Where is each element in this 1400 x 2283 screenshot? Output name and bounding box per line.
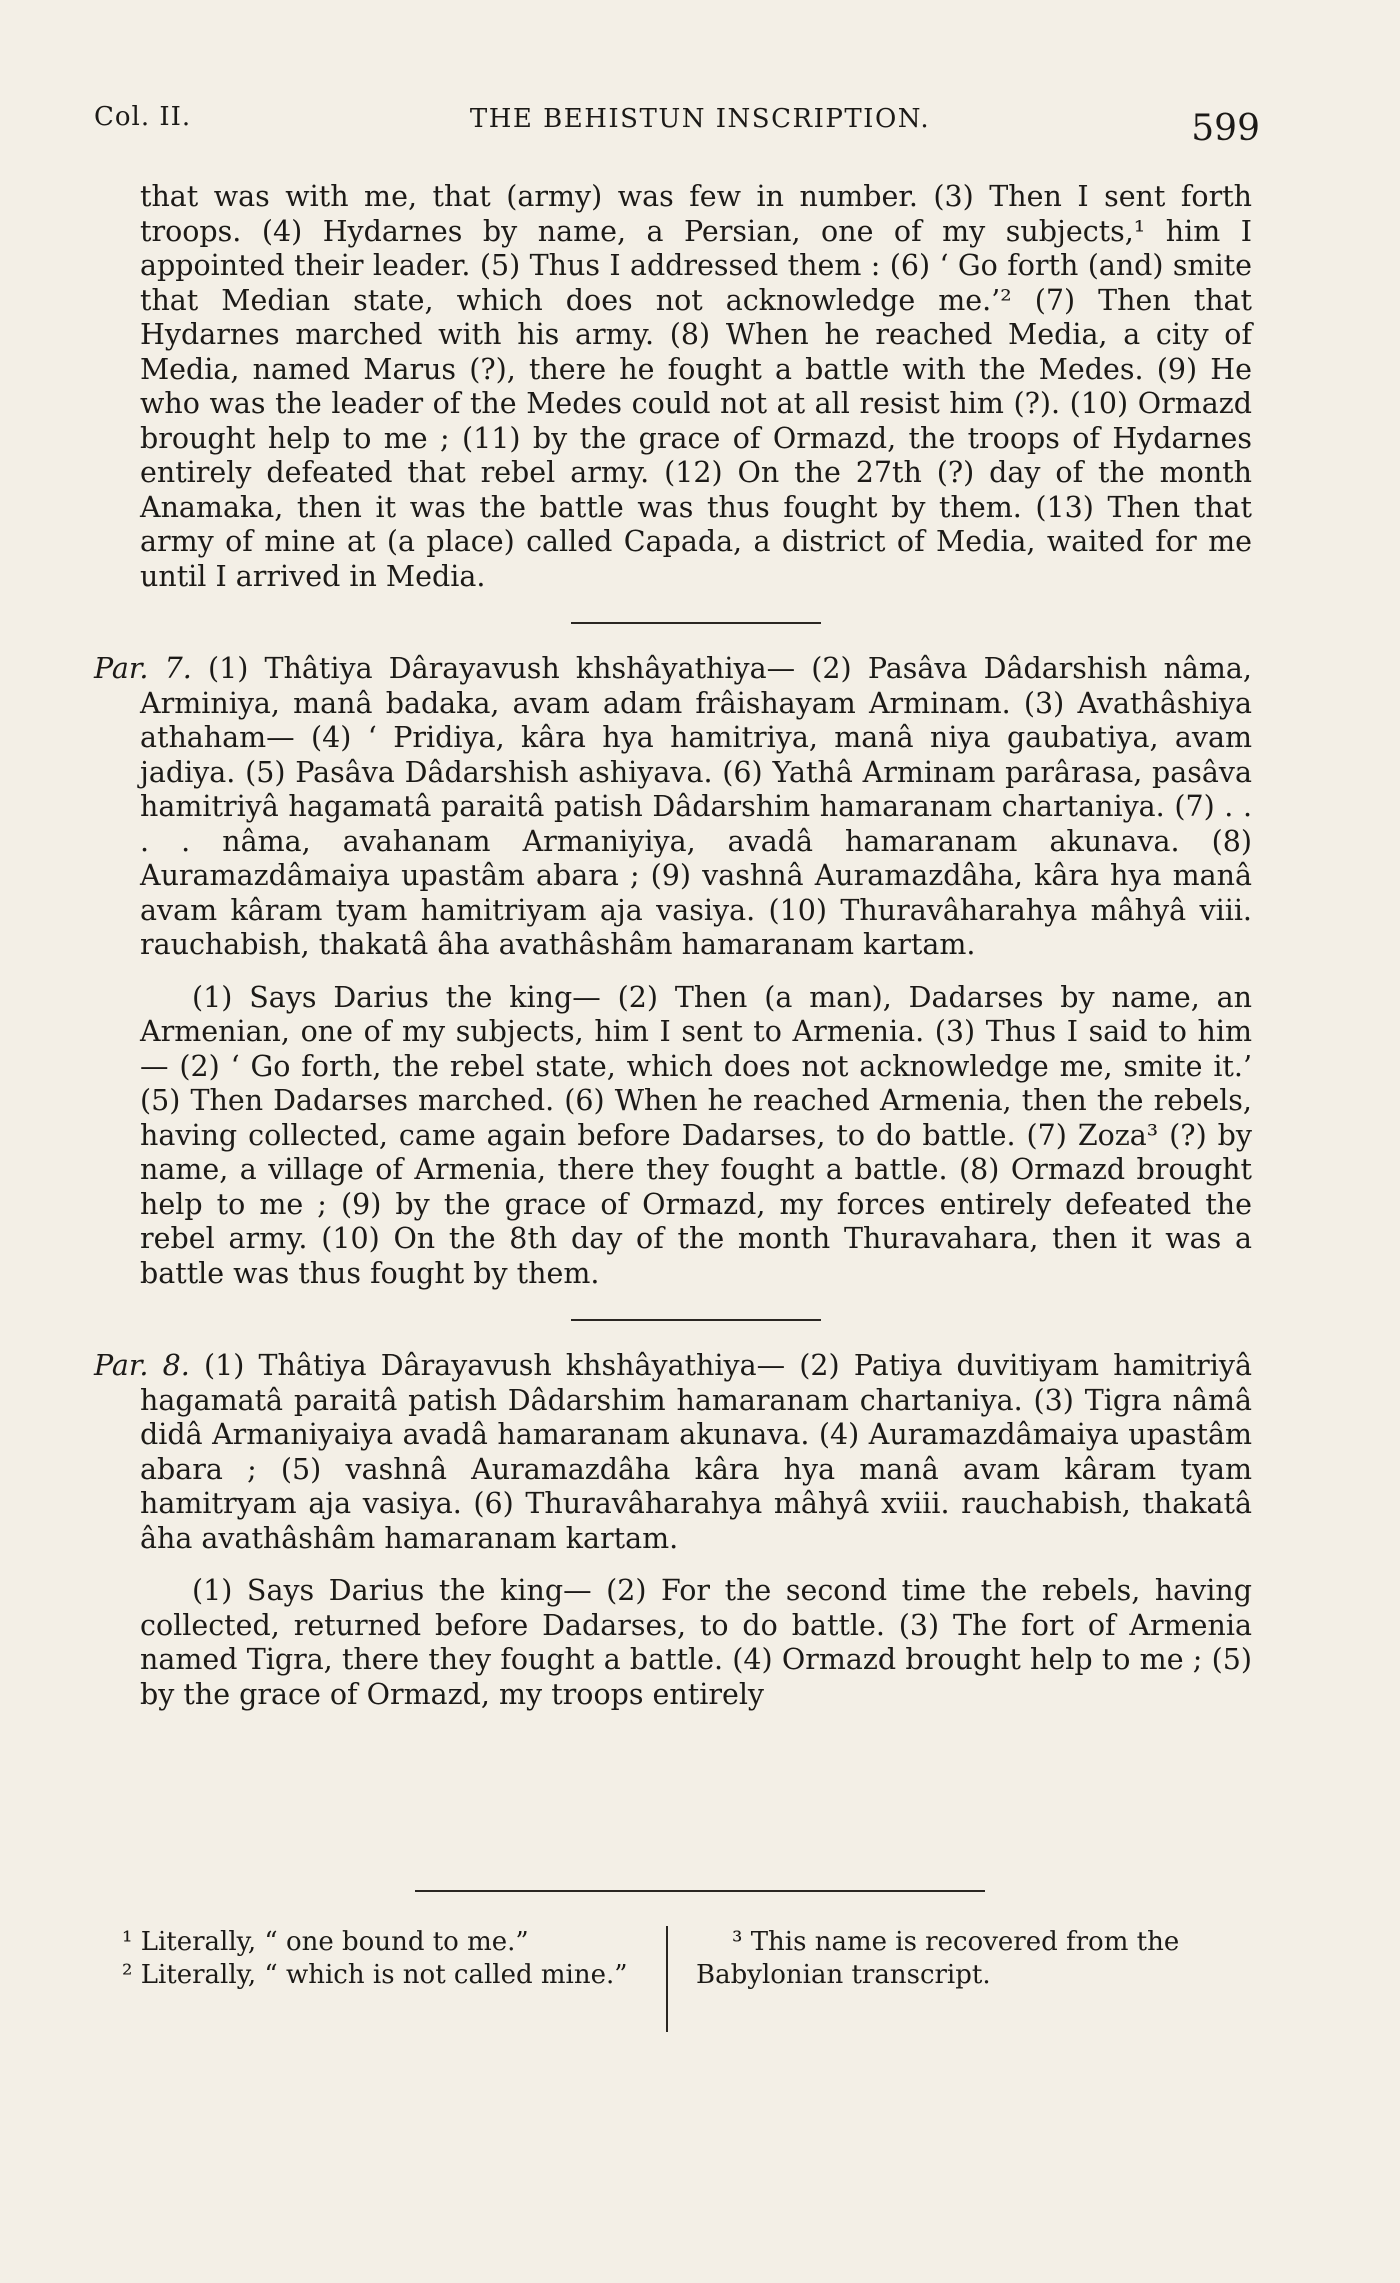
par7-label: Par. 7. [94,652,192,685]
par8-label: Par. 8. [94,1349,190,1382]
footnote-3: ³ This name is recovered from the Babylonian transcript. [696,1927,1180,1990]
footnote-1: ¹ Literally, “ one bound to me.” [122,1927,529,1957]
par7-original [94,652,1252,963]
section-divider [571,1319,821,1321]
footnote-column-divider [666,1926,668,2032]
par7-original-text: (1) Thâtiya Dârayavush khshâyathiya— (2) Pasâva Dâdarshish nâma, Arminiya, manâ badaka, avam adam frâishayam Arminam. (3) Avathâshiya athaham— (4) ‘ Pridiya, kâra hya hamitriya, manâ niya gaubatiya, avam jadiya. (5) Pasâva Dâdarshish ashiyava. (6) Yathâ Arminam parârasa, pasâva hamitriyâ hagamatâ paraitâ patish Dâdarshim hamaranam chartaniya. (7) . . . . nâma, avahanam Armaniyiya, avadâ hamaranam akunava. (8) Auramazdâmaiya upastâm abara ; (9) vashnâ Auramazdâha, kâra hya manâ avam kâram tyam hamitriyam aja vasiya. (10) Thuravâharahya mâhyâ viii. rauchabish, thakatâ âha avathâshâm hamaranam kartam. [140,652,1252,961]
par7-translation: (1) Says Darius the king— (2) Then (a man), Dadarses by name, an Armenian, one of my subjects, him I sent to Armenia. (3) Thus I said to him— (2) ‘ Go forth, the rebel state, which does not acknowledge me, smite it.’ (5) Then Dadarses marched. (6) When he reached Armenia, then the rebels, having collected, came again before Dadarses, to do battle. (7) Zoza³ (?) by name, a village of Armenia, there they fought a battle. (8) Ormazd brought help to me ; (9) by the grace of Ormazd, my forces entirely defeated the rebel army. (10) On the 8th day of the month Thuravahara, then it was a battle was thus fought by them. [140,980,1252,1290]
column-label: Col. II. [94,102,192,132]
running-header [0,96,1400,156]
page-number: 599 [1191,108,1260,149]
section1-text: that was with me, that (army) was few in number. (3) Then I sent forth troops. (4) Hydarnes by name, a Persian, one of my subjects,¹ him I appointed their leader. (5) Thus I addressed them : (6) ‘ Go forth (and) smite that Median state, which does not acknowledge me.’² (7) Then that Hydarnes marched with his army. (8) When he reached Media, a city of Media, named Marus (?), there he fought a battle with the Medes. (9) He who was the leader of the Medes could not at all resist him (?). (10) Ormazd brought help to me ; (11) by the grace of Ormazd, the troops of Hydarnes entirely defeated that rebel army. (12) On the 27th (?) day of the month Anamaka, then it was the battle was thus fought by them. (13) Then that army of mine at (a place) called Capada, a district of Media, waited for me until I arrived in Media. [140,180,1252,593]
par8-translation: (1) Says Darius the king— (2) For the second time the rebels, having collected, returned before Dadarses, to do battle. (3) The fort of Armenia named Tigra, there they fought a battle. (4) Ormazd brought help to me ; (5) by the grace of Ormazd, my troops entirely [140,1574,1252,1711]
footnote-divider [415,1890,985,1892]
par8-original-text: (1) Thâtiya Dârayavush khshâyathiya— (2) Patiya duvitiyam hamitriyâ hagamatâ paraitâ patish Dâdarshim hamaranam chartaniya. (3) Tigra nâmâ didâ Armaniyaiya avadâ hamaranam akunava. (4) Auramazdâmaiya upastâm abara ; (5) vashnâ Auramazdâha kâra hya manâ avam kâram tyam hamitryam aja vasiya. (6) Thuravâharahya mâhyâ xviii. rauchabish, thakatâ âha avathâshâm hamaranam kartam. [140,1349,1252,1555]
running-title: THE BEHISTUN INSCRIPTION. [469,104,931,134]
section-divider [571,622,821,624]
main-text [94,180,1252,1712]
footnotes-left [86,1926,646,1992]
footnote-2: ² Literally, “ which is not called mine.” [122,1960,628,1990]
par8-original [94,1349,1252,1556]
footnotes-right [696,1926,1256,1992]
